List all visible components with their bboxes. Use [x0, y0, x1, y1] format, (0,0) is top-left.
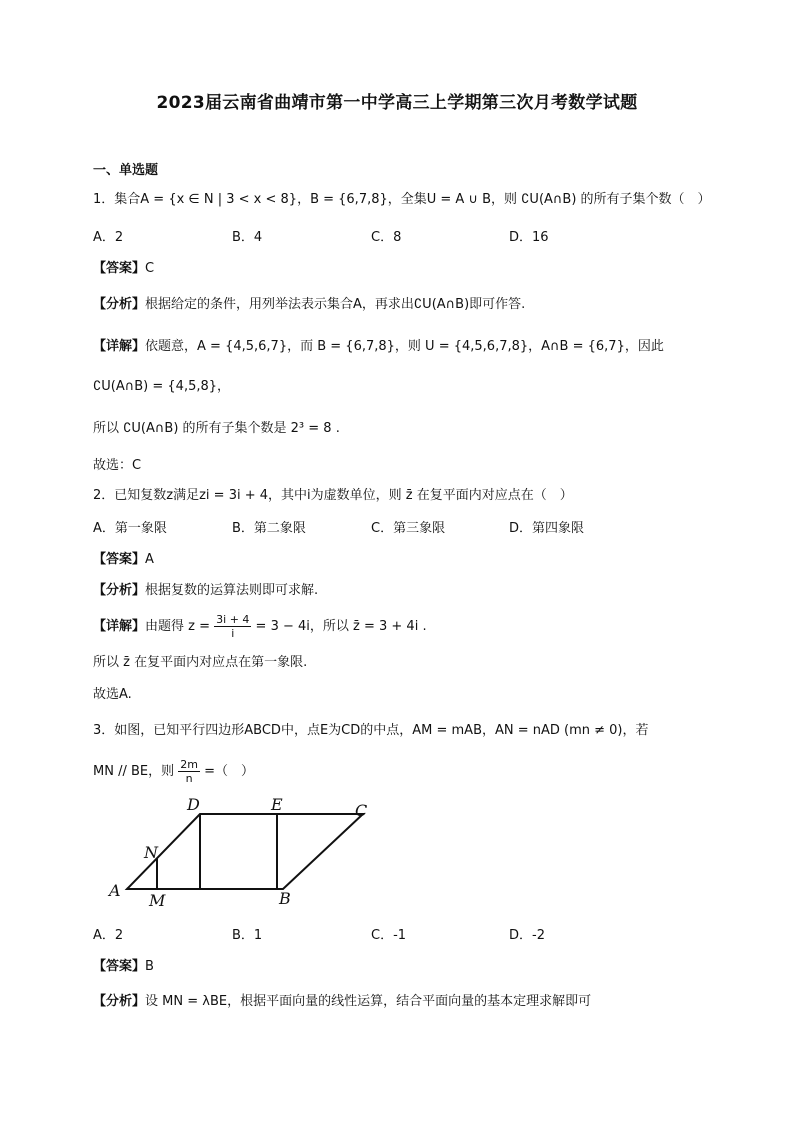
- answer-tag: 【答案】: [93, 959, 146, 974]
- analysis-text: 根据复数的运算法则即可求解.: [145, 583, 319, 598]
- q2-stem: 2．已知复数z满足zi = 3i + 4，其中i为虚数单位，则 z̄ 在复平面内对应点在（ ）: [93, 488, 573, 503]
- answer-tag: 【答案】: [93, 552, 146, 567]
- answer-value: B: [145, 959, 154, 974]
- label-a: A: [109, 881, 121, 900]
- stem-suffix: =（ ）: [204, 764, 255, 779]
- q2-option-b: B．第二象限: [232, 521, 306, 536]
- q3-answer: [93, 958, 154, 976]
- detail-tag: 【详解】: [93, 339, 146, 354]
- q2-option-a: A．第一象限: [93, 521, 167, 536]
- parallelogram-figure: [105, 792, 385, 912]
- q2-analysis: [93, 582, 318, 600]
- q1-option-a: A．2: [93, 230, 124, 245]
- section-heading: 一、单选题: [93, 163, 159, 178]
- q1-conclusion: 故选：C: [93, 458, 142, 473]
- q1-detail-line3: 所以 ∁U(A∩B) 的所有子集个数是 2³ = 8 .: [93, 421, 340, 436]
- label-c: C: [355, 801, 368, 820]
- parallelogram-outline: [127, 814, 363, 889]
- detail-tag: 【详解】: [93, 619, 146, 634]
- analysis-tag: 【分析】: [93, 994, 146, 1009]
- q2-option-c: C．第三象限: [371, 521, 446, 536]
- analysis-text: 根据给定的条件，用列举法表示集合A，再求出∁U(A∩B)即可作答.: [145, 297, 526, 312]
- label-e: E: [271, 795, 283, 814]
- label-m: M: [149, 891, 166, 910]
- q2-detail-line1: [93, 611, 427, 643]
- q3-stem-line2: [93, 756, 254, 788]
- fraction-numerator: 2m: [180, 758, 198, 771]
- q1-stem: 1．集合A = {x ∈ N | 3 < x < 8}，B = {6,7,8}，全集U = A ∪ B，则 ∁U(A∩B) 的所有子集个数（ ）: [93, 192, 711, 207]
- analysis-text: 设 MN = λBE，根据平面向量的线性运算，结合平面向量的基本定理求解即可: [145, 994, 592, 1009]
- analysis-tag: 【分析】: [93, 583, 146, 598]
- fraction-numerator: 3i + 4: [216, 613, 250, 626]
- q1-option-c: C．8: [371, 230, 402, 245]
- q3-option-b: B．1: [232, 928, 263, 943]
- q1-option-b: B．4: [232, 230, 263, 245]
- fraction-denominator: n: [185, 772, 193, 785]
- answer-tag: 【答案】: [93, 261, 146, 276]
- q1-detail-line1: [93, 338, 664, 356]
- q3-option-d: D．-2: [509, 928, 545, 943]
- answer-value: A: [145, 552, 154, 567]
- page-title: 2023届云南省曲靖市第一中学高三上学期第三次月考数学试题: [156, 93, 638, 113]
- detail-prefix: 由题得 z =: [145, 619, 210, 634]
- stem-prefix: MN // BE，则: [93, 764, 175, 779]
- q3-option-c: C．-1: [371, 928, 407, 943]
- fraction: [214, 613, 251, 640]
- q2-detail-line2: 所以 z̄ 在复平面内对应点在第一象限.: [93, 655, 308, 670]
- q2-option-d: D．第四象限: [509, 521, 585, 536]
- label-b: B: [279, 889, 291, 908]
- label-d: D: [187, 795, 200, 814]
- q2-answer: [93, 551, 154, 569]
- fraction: [178, 758, 200, 785]
- detail-suffix: = 3 − 4i，所以 z̄ = 3 + 4i .: [255, 619, 427, 634]
- analysis-tag: 【分析】: [93, 297, 146, 312]
- answer-value: C: [145, 261, 155, 276]
- fraction-denominator: i: [231, 627, 235, 640]
- q1-answer: [93, 260, 154, 278]
- detail-text: 依题意，A = {4,5,6,7}，而 B = {6,7,8}，则 U = {4,5,6,7,8}，A∩B = {6,7}，因此: [145, 339, 664, 354]
- q1-detail-line2: ∁U(A∩B) = {4,5,8}，: [93, 379, 231, 394]
- q3-analysis: [93, 993, 591, 1011]
- q3-stem-line1: 3．如图，已知平行四边形ABCD中，点E为CD的中点，AM = mAB，AN = nAD (mn ≠ 0)，若: [93, 723, 649, 738]
- q2-conclusion: 故选A.: [93, 687, 132, 702]
- label-n: N: [144, 843, 158, 862]
- q1-option-d: D．16: [509, 230, 549, 245]
- q1-analysis: [93, 296, 525, 314]
- q3-option-a: A．2: [93, 928, 124, 943]
